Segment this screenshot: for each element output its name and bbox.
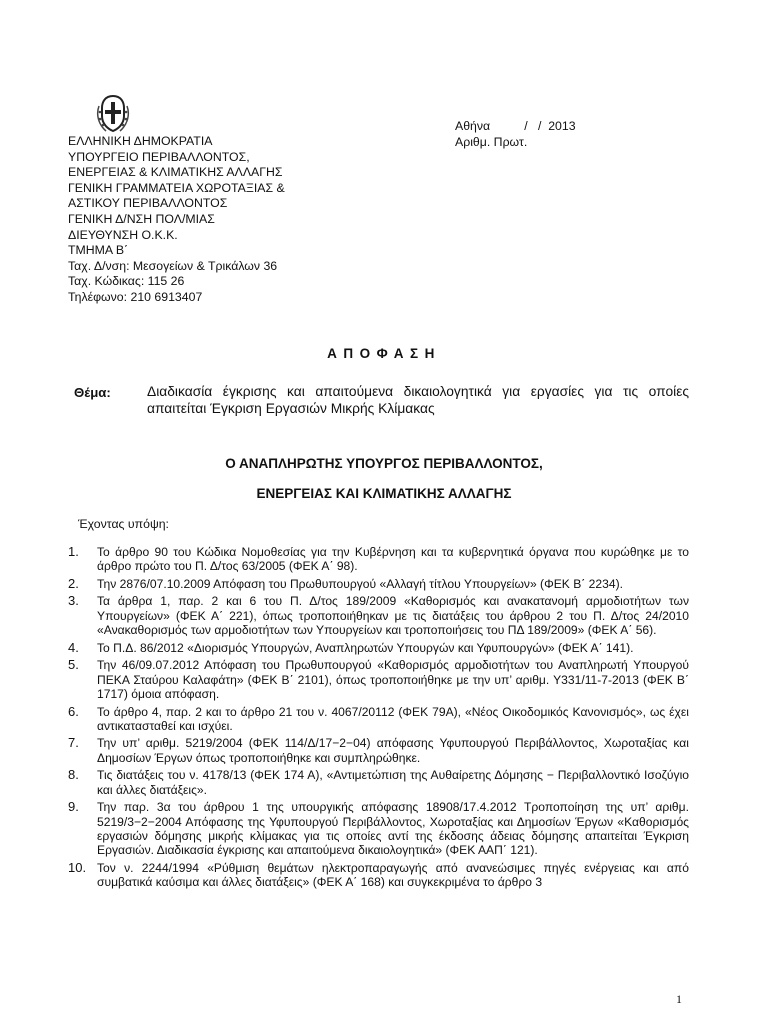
list-item [68,800,689,858]
considering-intro: Έχοντας υπόψη: [78,517,169,531]
item-number: 10. [68,859,87,875]
header-line: ΕΛΛΗΝΙΚΗ ΔΗΜΟΚΡΑΤΙΑ [68,134,213,148]
item-text: Την παρ. 3α του άρθρου 1 της υπουργικής απόφασης 18908/17.4.2012 Τροποποίηση της υπ’ αριθμ. 5219/3−2−2004 Απόφασης της Υφυπουργού Περιβάλλοντος, Χωροταξίας και Δημοσίων Έργων «Καθορισμός εργασιών δόμησης μικρής κλίμακας για τις οποίες αντί της έκδοσης άδειας δόμησης απαιτείται Έγκριση Εργασιών. Διαδικασία έγκρισης και απαιτούμενα δικαιολογητικά» (ΦΕΚ ΑΑΠ΄ 121). [97,800,689,858]
item-number: 4. [68,639,79,655]
header-line: Ταχ. Δ/νση: Μεσογείων & Τρικάλων 36 [68,258,278,273]
protocol-number-line: Αριθμ. Πρωτ. [455,134,528,149]
list-item [68,736,689,765]
list-item [68,545,689,574]
list-item [68,577,689,591]
item-number: 6. [68,703,79,719]
subject-label: Θέμα: [74,385,111,400]
item-text: Την 46/09.07.2012 Απόφαση του Πρωθυπουργού «Καθορισμός αρμοδιοτήτων του Αναπληρωτή Υπουργού ΠΕΚΑ Σταύρου Καλαφάτη» (ΦΕΚ Β΄ 2101), όπως τροποποιήθηκε με την υπ’ αριθμ. Υ331/11-7-2013 (ΦΕΚ Β΄ 1717) όμοια απόφαση. [97,658,689,702]
legal-basis-list [68,545,689,893]
header-line: ΥΠΟΥΡΓΕΙΟ ΠΕΡΙΒΑΛΛΟΝΤΟΣ, [68,149,250,164]
minister-title-line-2: ΕΝΕΡΓΕΙΑΣ ΚΑΙ ΚΛΙΜΑΤΙΚΗΣ ΑΛΛΑΓΗΣ [256,486,512,501]
item-text: Τα άρθρα 1, παρ. 2 και 6 του Π. Δ/τος 189/2009 «Καθορισμός και ανακατανομή αρμοδιοτήτων των Υπουργείων» (ΦΕΚ Α΄ 221), όπως τροποποιήθηκαν με τις διατάξεις του άρθρου 2 του Π. Δ/τος 24/2010 «Ανακαθορισμός των αρμοδιοτήτων των Υπουργείων και τροποποιήσεις του ΠΔ 189/2009» (ΦΕΚ Α΄ 56). [97,594,689,638]
header-line: ΕΝΕΡΓΕΙΑΣ & ΚΛΙΜΑΤΙΚΗΣ ΑΛΛΑΓΗΣ [68,165,283,180]
item-number: 9. [68,799,79,815]
phone-label: Τηλέφωνο: [68,289,128,304]
item-text: Το άρθρο 4, παρ. 2 και το άρθρο 21 του ν. 4067/20112 (ΦΕΚ 79Α), «Νέος Οικοδομικός Κανονισμός», ως έχει αντικατασταθεί και ισχύει. [97,704,689,733]
list-item [68,658,689,701]
item-text: Την 2876/07.10.2009 Απόφαση του Πρωθυπουργού «Αλλαγή τίτλου Υπουργείων» (ΦΕΚ Β΄ 2234). [97,576,623,591]
item-number: 2. [68,575,79,591]
header-line: ΑΣΤΙΚΟΥ ΠΕΡΙΒΑΛΛΟΝΤΟΣ [68,196,228,211]
item-number: 5. [68,657,79,673]
minister-title-line-1: Ο ΑΝΑΠΛΗΡΩΤΗΣ ΥΠΟΥΡΓΟΣ ΠΕΡΙΒΑΛΛΟΝΤΟΣ, [225,456,543,471]
list-item [68,768,689,797]
page-number: 1 [676,992,682,1006]
header-line: Ταχ. Κώδικας: 115 26 [68,274,185,289]
issuing-authority-block [68,134,285,306]
header-line: ΓΕΝΙΚΗ ΓΡΑΜΜΑΤΕΙΑ ΧΩΡΟΤΑΞΙΑΣ & [68,180,285,195]
phone-line [68,290,285,306]
document-title: ΑΠΟΦΑΣΗ [327,346,441,361]
item-number: 8. [68,767,79,783]
header-line: ΓΕΝΙΚΗ Δ/ΝΣΗ ΠΟΛ/ΜΙΑΣ [68,211,215,226]
header-line: ΔΙΕΥΘΥΝΣΗ Ο.Κ.Κ. [68,227,178,242]
item-number: 1. [68,544,79,559]
item-text: Το Π.Δ. 86/2012 «Διορισμός Υπουργών, Αναπληρωτών Υπουργών και Υφυπουργών» (ΦΕΚ Α΄ 141). [97,640,634,655]
header-line: ΤΜΗΜΑ Β΄ [68,243,129,258]
item-text: Την υπ’ αριθμ. 5219/2004 (ΦΕΚ 114/Δ/17−2−04) απόφασης Υφυπουργού Περιβάλλοντος, Χωροταξίας και Δημοσίων Έργων όπως τροποποιήθηκε και συμπληρώθηκε. [97,736,689,765]
item-number: 3. [68,593,79,609]
item-number: 7. [68,735,79,751]
item-text: Τις διατάξεις του ν. 4178/13 (ΦΕΚ 174 Α), «Αντιμετώπιση της Αυθαίρετης Δόμησης − Περιβαλλοντικό Ισοζύγιο και άλλες διατάξεις». [97,768,689,797]
list-item [68,861,689,890]
subject-text: Διαδικασία έγκρισης και απαιτούμενα δικαιολογητικά για εργασίες για τις οποίες απαιτείται Έγκριση Εργασιών Μικρής Κλίμακας [147,384,689,416]
list-item [68,705,689,734]
item-text: Τον ν. 2244/1994 «Ρύθμιση θεμάτων ηλεκτροπαραγωγής από ανανεώσιμες πηγές ενέργειας και από συμβατικά καύσιμα και άλλες διατάξεις» (ΦΕΚ Α΄ 168) και συγκεκριμένα το άρθρο 3 [97,860,689,890]
list-item [68,594,689,637]
item-text: Το άρθρο 90 του Κώδικα Νομοθεσίας για την Κυβέρνηση και τα κυβερνητικά όργανα που κυρώθηκε με το άρθρο πρώτο του Π. Δ/τος 63/2005 (ΦΕΚ Α΄ 98). [97,545,689,574]
list-item [68,641,689,655]
greek-coat-of-arms-icon [96,94,130,134]
date-line: Αθήνα / / 2013 [455,119,576,133]
phone-number: 210 6913407 [130,289,203,304]
date-protocol-block [455,119,576,150]
